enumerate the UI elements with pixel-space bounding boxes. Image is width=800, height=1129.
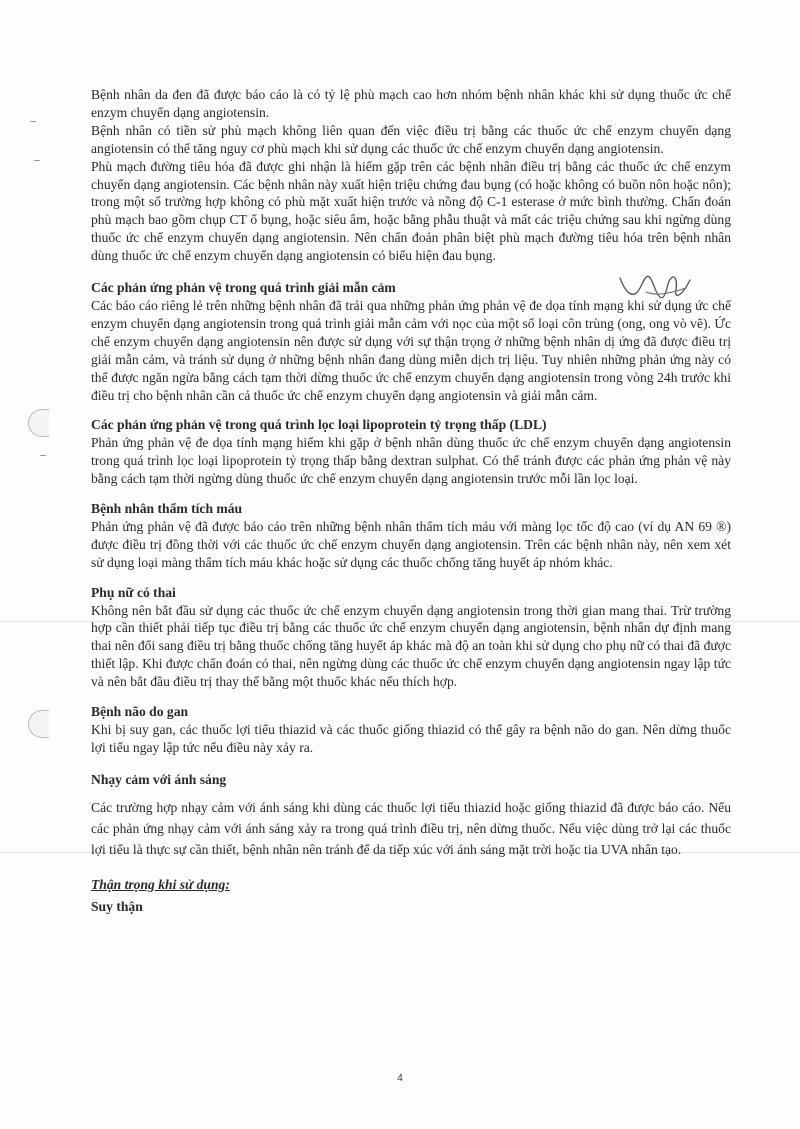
intro-paragraph: Bệnh nhân có tiền sử phù mạch không liên quan đến việc điều trị bằng các thuốc ức chế enzym chuyển dạng angiotensin có thể tăng nguy cơ phù mạch khi sử dụng các thuốc ức chế enzym chuyển dạng angiotensin. [91,122,731,156]
page-number: 4 [397,1073,403,1084]
punch-hole-mark [28,710,49,738]
punch-hole-mark [28,409,49,437]
section-precautions [91,876,731,916]
edge-tick-mark [34,160,40,161]
section-heading: Bệnh não do gan [91,704,189,720]
document-body [91,86,731,916]
section-pregnancy [91,584,731,691]
section-hemodialysis [91,500,731,572]
section-photosensitivity [91,771,731,860]
section-heading: Các phản ứng phản vệ trong quá trình lọc loại lipoprotein tỷ trọng thấp (LDL) [91,417,547,433]
section-heading: Các phản ứng phản vệ trong quá trình giải mẫn cảm [91,280,396,296]
edge-tick-mark [40,455,46,456]
intro-paragraph: Phù mạch đường tiêu hóa đã được ghi nhận là hiếm gặp trên các bệnh nhân điều trị bằng các thuốc ức chế enzym chuyển dạng angiotensin. Các bệnh nhân này xuất hiện triệu chứng đau bụng (có hoặc không có buồn nôn hoặc nôn); trong một số trường hợp không có phù mặt xuất hiện trước và nồng độ C-1 esterase ở mức bình thường. Chẩn đoán phù mạch bao gồm chụp CT ổ bụng, hoặc siêu âm, hoặc bằng phẫu thuật và mất các triệu chứng sau khi ngừng dùng thuốc ức chế enzym chuyển dạng angiotensin. Nên chẩn đoán phân biệt phù mạch đường tiêu hóa trên bệnh nhân dùng thuốc ức chế enzym chuyển dạng angiotensin có biểu hiện đau bụng. [91,158,731,264]
section-ldl-apheresis [91,416,731,488]
section-heading: Phụ nữ có thai [91,584,176,600]
section-body: Không nên bắt đầu sử dụng các thuốc ức chế enzym chuyển dạng angiotensin trong thời gian mang thai. Trừ trường hợp cần thiết phải tiếp tục điều trị bằng các thuốc ức chế enzym chuyển dạng angiotensin, bệnh nhân dự định mang thai nên đổi sang điều trị bằng thuốc chống tăng huyết áp khác mà độ an toàn khi sử dụng cho phụ nữ có thai đã được thiết lập. Khi được chẩn đoán có thai, nên ngừng dùng các thuốc ức chế enzym chuyển dạng angiotensin ngay lập tức và nên bắt đầu điều trị thay thế bằng một thuốc khác nếu thích hợp. [91,602,731,690]
section-body: Phản ứng phản vệ đã được báo cáo trên những bệnh nhân thẩm tích máu với màng lọc tốc độ cao (ví dụ AN 69 ®) được điều trị đồng thời với các thuốc ức chế enzym chuyển dạng angiotensin. Trên các bệnh nhân này, nên xem xét sử dụng loại màng thẩm tích máu khác hoặc sử dụng các thuốc chống tăng huyết áp nhóm khác. [91,518,731,570]
section-body: Phản ứng phản vệ đe dọa tính mạng hiếm khi gặp ở bệnh nhân dùng thuốc ức chế enzym chuyển dạng angiotensin trong quá trình lọc loại lipoprotein tỷ trọng thấp bằng dextran sulphat. Có thể tránh được các phản ứng phản vệ này bằng cách tạm thời ngừng dùng thuốc ức chế enzym chuyển dạng angiotensin trước mỗi lần lọc loại. [91,435,731,487]
section-heading: Nhạy cảm với ánh sáng [91,771,227,787]
section-hepatic-encephalopathy [91,703,731,757]
section-body: Khi bị suy gan, các thuốc lợi tiểu thiazid và các thuốc giống thiazid có thể gây ra bệnh não do gan. Nên dừng thuốc lợi tiểu ngay lập tức nếu điều này xảy ra. [91,722,731,755]
intro-paragraph: Bệnh nhân da đen đã được báo cáo là có tỷ lệ phù mạch cao hơn nhóm bệnh nhân khác khi sử dụng thuốc ức chế enzym chuyển dạng angiotensin. [91,87,731,120]
section-desensitization [91,279,731,404]
precautions-heading: Thận trọng khi sử dụng: [91,876,230,892]
section-body: Các báo cáo riêng lẻ trên những bệnh nhân đã trải qua những phản ứng phản vệ đe dọa tính mạng khi sử dụng ức chế enzym chuyển dạng angiotensin trong quá trình giải mẫn cảm với nọc của một số loại côn trùng (ong, ong vò vẽ). Ức chế enzym chuyển dạng angiotensin nên được sử dụng với sự thận trọng ở những bệnh nhân dị ứng đã được điều trị giải mẫn cảm, và tránh sử dụng ở những bệnh nhân đang dùng miễn dịch trị liệu. Tuy nhiên những phản ứng này có thể được ngăn ngừa bằng cách tạm thời dừng thuốc ức chế enzym chuyển dạng angiotensin trong vòng 24h trước khi điều trị cho bệnh nhân cần cả thuốc ức chế enzym chuyển dạng angiotensin và giải mẫn cảm. [91,297,731,403]
renal-impairment-subheading: Suy thận [91,898,143,914]
section-body: Các trường hợp nhạy cảm với ánh sáng khi dùng các thuốc lợi tiểu thiazid hoặc giống thiazid đã được báo cáo. Nếu các phản ứng nhạy cảm với ánh sáng xảy ra trong quá trình điều trị, nên dừng thuốc. Nếu việc dùng trở lại các thuốc lợi tiểu là thực sự cần thiết, bệnh nhân nên tránh để da tiếp xúc với ánh sáng mặt trời hoặc tia UVA nhân tạo. [91,799,731,857]
section-heading: Bệnh nhân thẩm tích máu [91,501,243,517]
edge-tick-mark [30,121,36,122]
